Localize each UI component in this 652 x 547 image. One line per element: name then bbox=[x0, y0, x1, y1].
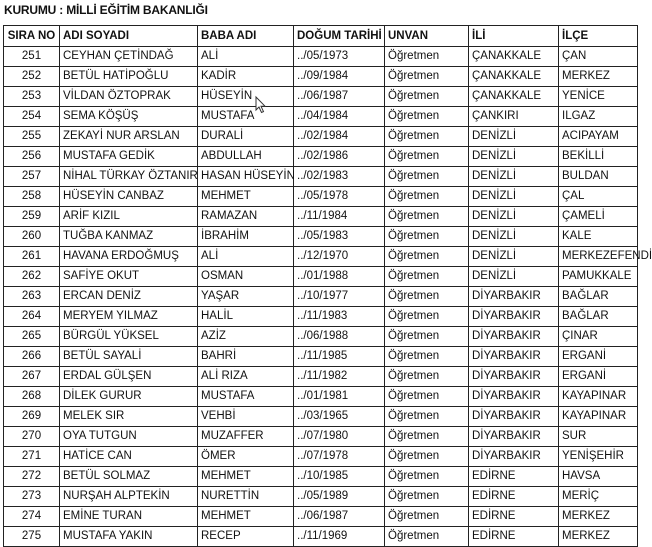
cell-dogum-tarihi: ../10/1977 bbox=[294, 287, 385, 307]
cell-dogum-tarihi: ../11/1984 bbox=[294, 207, 385, 227]
cell-adi-soyadi: SEMA KÖŞÜŞ bbox=[60, 107, 198, 127]
mouse-pointer-icon bbox=[255, 96, 267, 114]
cell-sira-no: 272 bbox=[4, 467, 60, 487]
cell-dogum-tarihi: ../04/1984 bbox=[294, 107, 385, 127]
cell-ili: EDİRNE bbox=[469, 467, 559, 487]
cell-unvan: Öğretmen bbox=[385, 267, 469, 287]
cell-baba-adi: OSMAN bbox=[198, 267, 294, 287]
cell-baba-adi: YAŞAR bbox=[198, 287, 294, 307]
table-row bbox=[4, 247, 638, 267]
cell-adi-soyadi: BETÜL HATİPOĞLU bbox=[60, 67, 198, 87]
table-header-row bbox=[4, 26, 638, 47]
cell-unvan: Öğretmen bbox=[385, 447, 469, 467]
cell-ili: DİYARBAKIR bbox=[469, 387, 559, 407]
cell-dogum-tarihi: ../10/1985 bbox=[294, 467, 385, 487]
table-row bbox=[4, 327, 638, 347]
cell-adi-soyadi: ERDAL GÜLŞEN bbox=[60, 367, 198, 387]
cell-dogum-tarihi: ../02/1984 bbox=[294, 127, 385, 147]
cell-unvan: Öğretmen bbox=[385, 327, 469, 347]
cell-unvan: Öğretmen bbox=[385, 507, 469, 527]
cell-dogum-tarihi: ../06/1987 bbox=[294, 87, 385, 107]
cell-ilce: HAVSA bbox=[559, 467, 638, 487]
cell-ili: DENİZLİ bbox=[469, 127, 559, 147]
cell-ili: DENİZLİ bbox=[469, 227, 559, 247]
cell-ilce: MERKEZEFENDİ bbox=[559, 247, 638, 267]
cell-ili: DİYARBAKIR bbox=[469, 327, 559, 347]
cell-baba-adi: MEHMET bbox=[198, 467, 294, 487]
cell-ilce: KAYAPINAR bbox=[559, 387, 638, 407]
column-header-ili: İLİ bbox=[469, 26, 559, 47]
cell-baba-adi: NURETTİN bbox=[198, 487, 294, 507]
cell-sira-no: 256 bbox=[4, 147, 60, 167]
cell-ili: DİYARBAKIR bbox=[469, 367, 559, 387]
cell-ilce: MERKEZ bbox=[559, 527, 638, 547]
cell-adi-soyadi: EMİNE TURAN bbox=[60, 507, 198, 527]
cell-baba-adi: MEHMET bbox=[198, 507, 294, 527]
cell-dogum-tarihi: ../06/1987 bbox=[294, 507, 385, 527]
cell-dogum-tarihi: ../11/1982 bbox=[294, 367, 385, 387]
cell-sira-no: 260 bbox=[4, 227, 60, 247]
cell-dogum-tarihi: ../12/1970 bbox=[294, 247, 385, 267]
cell-sira-no: 253 bbox=[4, 87, 60, 107]
table-row bbox=[4, 127, 638, 147]
cell-ilce: KAYAPINAR bbox=[559, 407, 638, 427]
cell-sira-no: 252 bbox=[4, 67, 60, 87]
table-row bbox=[4, 67, 638, 87]
cell-unvan: Öğretmen bbox=[385, 347, 469, 367]
table-row bbox=[4, 527, 638, 547]
cell-sira-no: 264 bbox=[4, 307, 60, 327]
cell-ilce: MERKEZ bbox=[559, 507, 638, 527]
cell-ilce: ERGANİ bbox=[559, 367, 638, 387]
cell-dogum-tarihi: ../05/1983 bbox=[294, 227, 385, 247]
cell-ili: EDİRNE bbox=[469, 487, 559, 507]
cell-adi-soyadi: TUĞBA KANMAZ bbox=[60, 227, 198, 247]
cell-unvan: Öğretmen bbox=[385, 187, 469, 207]
cell-unvan: Öğretmen bbox=[385, 427, 469, 447]
cell-ili: DENİZLİ bbox=[469, 207, 559, 227]
cell-sira-no: 273 bbox=[4, 487, 60, 507]
cell-unvan: Öğretmen bbox=[385, 487, 469, 507]
cell-ilce: ÇINAR bbox=[559, 327, 638, 347]
cell-ili: EDİRNE bbox=[469, 507, 559, 527]
cell-ilce: ILGAZ bbox=[559, 107, 638, 127]
table-row bbox=[4, 487, 638, 507]
cell-ili: DİYARBAKIR bbox=[469, 407, 559, 427]
table-row bbox=[4, 427, 638, 447]
cell-sira-no: 258 bbox=[4, 187, 60, 207]
cell-ilce: ÇAL bbox=[559, 187, 638, 207]
table-row bbox=[4, 87, 638, 107]
cell-baba-adi: MEHMET bbox=[198, 187, 294, 207]
cell-sira-no: 266 bbox=[4, 347, 60, 367]
cell-ili: DİYARBAKIR bbox=[469, 347, 559, 367]
cell-unvan: Öğretmen bbox=[385, 127, 469, 147]
cell-adi-soyadi: HATİCE CAN bbox=[60, 447, 198, 467]
table-row bbox=[4, 187, 638, 207]
cell-unvan: Öğretmen bbox=[385, 407, 469, 427]
cell-sira-no: 261 bbox=[4, 247, 60, 267]
cell-baba-adi: DURALİ bbox=[198, 127, 294, 147]
table-row bbox=[4, 447, 638, 467]
cell-adi-soyadi: ERCAN DENİZ bbox=[60, 287, 198, 307]
cell-adi-soyadi: BÜRGÜL YÜKSEL bbox=[60, 327, 198, 347]
cell-ilce: ACIPAYAM bbox=[559, 127, 638, 147]
table-row bbox=[4, 387, 638, 407]
cell-ilce: ÇAMELİ bbox=[559, 207, 638, 227]
table-row bbox=[4, 467, 638, 487]
cell-sira-no: 257 bbox=[4, 167, 60, 187]
cell-unvan: Öğretmen bbox=[385, 387, 469, 407]
cell-ilce: MERKEZ bbox=[559, 67, 638, 87]
cell-ili: DİYARBAKIR bbox=[469, 447, 559, 467]
table-row bbox=[4, 147, 638, 167]
cell-dogum-tarihi: ../11/1985 bbox=[294, 347, 385, 367]
table-row bbox=[4, 267, 638, 287]
page-title: KURUMU : MİLLİ EĞİTİM BAKANLIĞI bbox=[4, 3, 208, 17]
cell-unvan: Öğretmen bbox=[385, 47, 469, 67]
cell-dogum-tarihi: ../09/1984 bbox=[294, 67, 385, 87]
cell-ili: ÇANAKKALE bbox=[469, 87, 559, 107]
cell-adi-soyadi: MERYEM YILMAZ bbox=[60, 307, 198, 327]
cell-ili: DİYARBAKIR bbox=[469, 307, 559, 327]
cell-unvan: Öğretmen bbox=[385, 287, 469, 307]
cell-unvan: Öğretmen bbox=[385, 307, 469, 327]
cell-baba-adi: HASAN HÜSEYİN bbox=[198, 167, 294, 187]
cell-ili: DENİZLİ bbox=[469, 267, 559, 287]
cell-dogum-tarihi: ../05/1973 bbox=[294, 47, 385, 67]
cell-baba-adi: MUSTAFA bbox=[198, 387, 294, 407]
cell-unvan: Öğretmen bbox=[385, 107, 469, 127]
cell-ili: DENİZLİ bbox=[469, 187, 559, 207]
cell-sira-no: 268 bbox=[4, 387, 60, 407]
cell-ilce: BAĞLAR bbox=[559, 307, 638, 327]
cell-unvan: Öğretmen bbox=[385, 247, 469, 267]
cell-baba-adi: ALİ bbox=[198, 47, 294, 67]
cell-adi-soyadi: MELEK SIR bbox=[60, 407, 198, 427]
cell-adi-soyadi: ARİF KIZIL bbox=[60, 207, 198, 227]
cell-ili: ÇANKIRI bbox=[469, 107, 559, 127]
cell-dogum-tarihi: ../01/1988 bbox=[294, 267, 385, 287]
cell-baba-adi: KADİR bbox=[198, 67, 294, 87]
cell-unvan: Öğretmen bbox=[385, 367, 469, 387]
column-header-unvan: UNVAN bbox=[385, 26, 469, 47]
cell-sira-no: 255 bbox=[4, 127, 60, 147]
table-row bbox=[4, 167, 638, 187]
cell-dogum-tarihi: ../02/1983 bbox=[294, 167, 385, 187]
column-header-adi-soyadi: ADI SOYADI bbox=[60, 26, 198, 47]
cell-ili: EDİRNE bbox=[469, 527, 559, 547]
cell-sira-no: 265 bbox=[4, 327, 60, 347]
cell-sira-no: 262 bbox=[4, 267, 60, 287]
column-header-sira-no: SIRA NO bbox=[4, 26, 60, 47]
cell-baba-adi: VEHBİ bbox=[198, 407, 294, 427]
cell-ilce: KALE bbox=[559, 227, 638, 247]
cell-adi-soyadi: MUSTAFA YAKIN bbox=[60, 527, 198, 547]
cell-baba-adi: ÖMER bbox=[198, 447, 294, 467]
cell-ilce: BEKİLLİ bbox=[559, 147, 638, 167]
cell-adi-soyadi: BETÜL SAYALİ bbox=[60, 347, 198, 367]
cell-dogum-tarihi: ../05/1978 bbox=[294, 187, 385, 207]
cell-sira-no: 271 bbox=[4, 447, 60, 467]
table-row bbox=[4, 227, 638, 247]
table-row bbox=[4, 307, 638, 327]
cell-ilce: BULDAN bbox=[559, 167, 638, 187]
cell-baba-adi: ALİ RIZA bbox=[198, 367, 294, 387]
cell-sira-no: 270 bbox=[4, 427, 60, 447]
cell-sira-no: 251 bbox=[4, 47, 60, 67]
cell-unvan: Öğretmen bbox=[385, 527, 469, 547]
cell-ili: DENİZLİ bbox=[469, 167, 559, 187]
cell-unvan: Öğretmen bbox=[385, 87, 469, 107]
cell-baba-adi: BAHRİ bbox=[198, 347, 294, 367]
cell-sira-no: 269 bbox=[4, 407, 60, 427]
cell-adi-soyadi: DİLEK GURUR bbox=[60, 387, 198, 407]
table-body bbox=[4, 47, 652, 547]
cell-unvan: Öğretmen bbox=[385, 147, 469, 167]
cell-adi-soyadi: HÜSEYİN CANBAZ bbox=[60, 187, 198, 207]
cell-dogum-tarihi: ../05/1989 bbox=[294, 487, 385, 507]
cell-adi-soyadi: BETÜL SOLMAZ bbox=[60, 467, 198, 487]
cell-unvan: Öğretmen bbox=[385, 227, 469, 247]
cell-sira-no: 254 bbox=[4, 107, 60, 127]
cell-adi-soyadi: ZEKAYİ NUR ARSLAN bbox=[60, 127, 198, 147]
cell-unvan: Öğretmen bbox=[385, 207, 469, 227]
cell-dogum-tarihi: ../11/1983 bbox=[294, 307, 385, 327]
cell-ilce: BAĞLAR bbox=[559, 287, 638, 307]
cell-adi-soyadi: MUSTAFA GEDİK bbox=[60, 147, 198, 167]
table-row bbox=[4, 407, 638, 427]
cell-adi-soyadi: SAFİYE OKUT bbox=[60, 267, 198, 287]
table-row bbox=[4, 47, 638, 67]
cell-unvan: Öğretmen bbox=[385, 67, 469, 87]
cell-dogum-tarihi: ../02/1986 bbox=[294, 147, 385, 167]
column-header-baba-adi: BABA ADI bbox=[198, 26, 294, 47]
cell-unvan: Öğretmen bbox=[385, 467, 469, 487]
cell-ilce: YENİŞEHİR bbox=[559, 447, 638, 467]
cell-ili: ÇANAKKALE bbox=[469, 67, 559, 87]
cell-baba-adi: ALİ bbox=[198, 247, 294, 267]
cell-adi-soyadi: NİHAL TÜRKAY ÖZTANIR bbox=[60, 167, 198, 187]
cell-ilce: SUR bbox=[559, 427, 638, 447]
column-header-dogum-tarihi: DOĞUM TARİHİ bbox=[294, 26, 385, 47]
cell-dogum-tarihi: ../01/1981 bbox=[294, 387, 385, 407]
table-row bbox=[4, 367, 638, 387]
cell-sira-no: 275 bbox=[4, 527, 60, 547]
cell-unvan: Öğretmen bbox=[385, 167, 469, 187]
cell-ili: DENİZLİ bbox=[469, 147, 559, 167]
table-row bbox=[4, 347, 638, 367]
cell-adi-soyadi: CEYHAN ÇETİNDAĞ bbox=[60, 47, 198, 67]
cell-baba-adi: ABDULLAH bbox=[198, 147, 294, 167]
cell-ili: DENİZLİ bbox=[469, 247, 559, 267]
cell-adi-soyadi: NURŞAH ALPTEKİN bbox=[60, 487, 198, 507]
cell-sira-no: 263 bbox=[4, 287, 60, 307]
cell-ilce: ÇAN bbox=[559, 47, 638, 67]
table-row bbox=[4, 207, 638, 227]
cell-baba-adi: İBRAHİM bbox=[198, 227, 294, 247]
cell-baba-adi: HALİL bbox=[198, 307, 294, 327]
cell-baba-adi: MUZAFFER bbox=[198, 427, 294, 447]
cell-baba-adi: RECEP bbox=[198, 527, 294, 547]
cell-dogum-tarihi: ../06/1988 bbox=[294, 327, 385, 347]
cell-sira-no: 267 bbox=[4, 367, 60, 387]
cell-ili: DİYARBAKIR bbox=[469, 287, 559, 307]
table-row bbox=[4, 507, 638, 527]
cell-ilce: YENİCE bbox=[559, 87, 638, 107]
cell-ilce: ERGANİ bbox=[559, 347, 638, 367]
table-row bbox=[4, 107, 638, 127]
cell-adi-soyadi: VİLDAN ÖZTOPRAK bbox=[60, 87, 198, 107]
cell-dogum-tarihi: ../11/1969 bbox=[294, 527, 385, 547]
cell-sira-no: 259 bbox=[4, 207, 60, 227]
table-row bbox=[4, 287, 638, 307]
cell-dogum-tarihi: ../07/1980 bbox=[294, 427, 385, 447]
personnel-table bbox=[3, 25, 652, 547]
cell-adi-soyadi: HAVANA ERDOĞMUŞ bbox=[60, 247, 198, 267]
cell-baba-adi: MUSTAFA bbox=[198, 107, 294, 127]
cell-baba-adi: AZİZ bbox=[198, 327, 294, 347]
cell-ilce: PAMUKKALE bbox=[559, 267, 638, 287]
cell-dogum-tarihi: ../07/1978 bbox=[294, 447, 385, 467]
cell-adi-soyadi: OYA TUTGUN bbox=[60, 427, 198, 447]
cell-ilce: MERİÇ bbox=[559, 487, 638, 507]
cell-baba-adi: RAMAZAN bbox=[198, 207, 294, 227]
cell-baba-adi: HÜSEYİN bbox=[198, 87, 294, 107]
cell-ili: DİYARBAKIR bbox=[469, 427, 559, 447]
column-header-ilce: İLÇE bbox=[559, 26, 638, 47]
cell-ili: ÇANAKKALE bbox=[469, 47, 559, 67]
cell-sira-no: 274 bbox=[4, 507, 60, 527]
cell-dogum-tarihi: ../03/1965 bbox=[294, 407, 385, 427]
